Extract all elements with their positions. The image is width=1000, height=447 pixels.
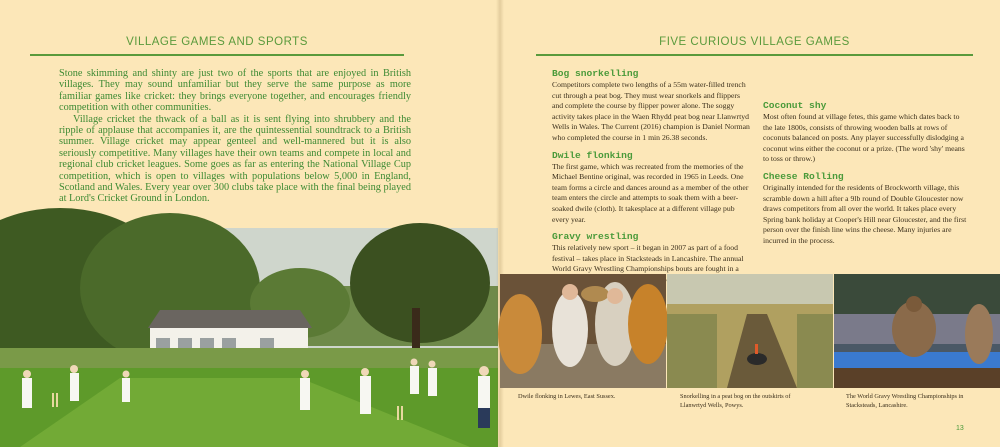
left-heading-rule — [30, 54, 404, 56]
left-paragraph-2: Village cricket the thwack of a ball as it is sent flying into shrubbery and the ripple of applause that accompanies it, are the quintessential soundtrack to a British summer. Village cricket may appear genteel and well-mannered but it is also seriously competitive. Many villages have their own teams and compete in local and regional club cricket leagues. Some goes as far as entering the National Village Cup competition, which is open to villages with populations below 5,000 in England, Scotland and Wales. Every year over 300 clubs take place with the final being played at Lord's Cricket Ground in London. — [59, 113, 411, 205]
dwile-flonking-photo — [500, 274, 666, 388]
bog-snorkelling-photo — [667, 274, 833, 388]
caption-gravy-wrestling: The World Gravy Wrestling Championships in Stacksteads, Lancashire. — [846, 393, 964, 409]
game-text-dwile-flonking: The first game, which was recreated from the memories of the Michael Bentine original, was recorded in 1965 in Leeds. One team forms a circle and dances around as a member of the other team enters the circle and attempts to soak them with a beer-soaked dwile (cloth). It takesplace at a different village pub every year. — [552, 161, 749, 224]
game-title-dwile-flonking: Dwile flonking — [552, 149, 633, 161]
cricket-match-photo — [0, 228, 498, 447]
game-text-cheese-rolling: Originally intended for the residents of Brockworth village, this scramble down a hill after a 9lb round of Double Gloucester now draws competitors from all over the world. It takes place every Spring bank holiday at Cooper's Hill near Gloucester, and the first person over the finish line wins the cheese. Many injuries are incurred in the process. — [763, 182, 967, 245]
right-heading-rule — [536, 54, 973, 56]
page-number: 13 — [956, 425, 964, 432]
gravy-wrestling-photo — [834, 274, 1000, 388]
caption-bog-snorkelling: Snorkelling in a peat bog on the outskirts of Llanwrtyd Wells, Powys. — [680, 393, 791, 409]
right-column-2 — [763, 68, 969, 253]
game-title-gravy-wrestling: Gravy wrestling — [552, 231, 639, 243]
left-page-heading: VILLAGE GAMES AND SPORTS — [126, 36, 308, 48]
game-text-bog-snorkelling: Competitors complete two lengths of a 55m water-filled trench cut through a peat bog. They must wear snorkels and flippers and complete the course by flipper power alone. The soggy activity takes place in the Waen Rhydd peat bog near Llanwrtyd Wells in Wales. The Current (2016) champion is Daniel Norman who completed the course in 1 min 26.38 seconds. — [552, 80, 750, 142]
left-page-body — [59, 68, 411, 205]
game-text-gravy-wrestling: This relatively new sport – it began in 2007 as part of a food festival – takes place in Stacksteads in Lancashire. The annual World Gravy Wrestling Championships bouts are fought in a — [552, 243, 744, 274]
game-title-bog-snorkelling: Bog snorkelling — [552, 68, 639, 79]
left-paragraph-1: Stone skimming and shinty are just two of the sports that are enjoyed in British villages. They may sound unfamiliar but they serve the same purpose as more familiar games like cricket: they brings everyone together, and encourages friendly competition with other communities. — [59, 68, 411, 114]
gravy-wrestling-continued — [763, 68, 969, 100]
game-text-coconut-shy: Most often found at village fetes, this game which dates back to the late 1800s, consists of throwing wooden balls at rows of coconuts balanced on posts. Any player successfully dislodging a coconut wins either the coconut or a prize. (The word 'shy' means to toss or throw.) — [763, 112, 965, 164]
game-title-coconut-shy: Coconut shy — [763, 100, 827, 111]
right-column-1 — [552, 68, 750, 274]
game-title-cheese-rolling: Cheese Rolling — [763, 170, 844, 182]
caption-dwile-flonking: Dwile flonking in Lewes, East Sussex. — [518, 393, 616, 400]
right-page-heading: FIVE CURIOUS VILLAGE GAMES — [659, 36, 850, 48]
